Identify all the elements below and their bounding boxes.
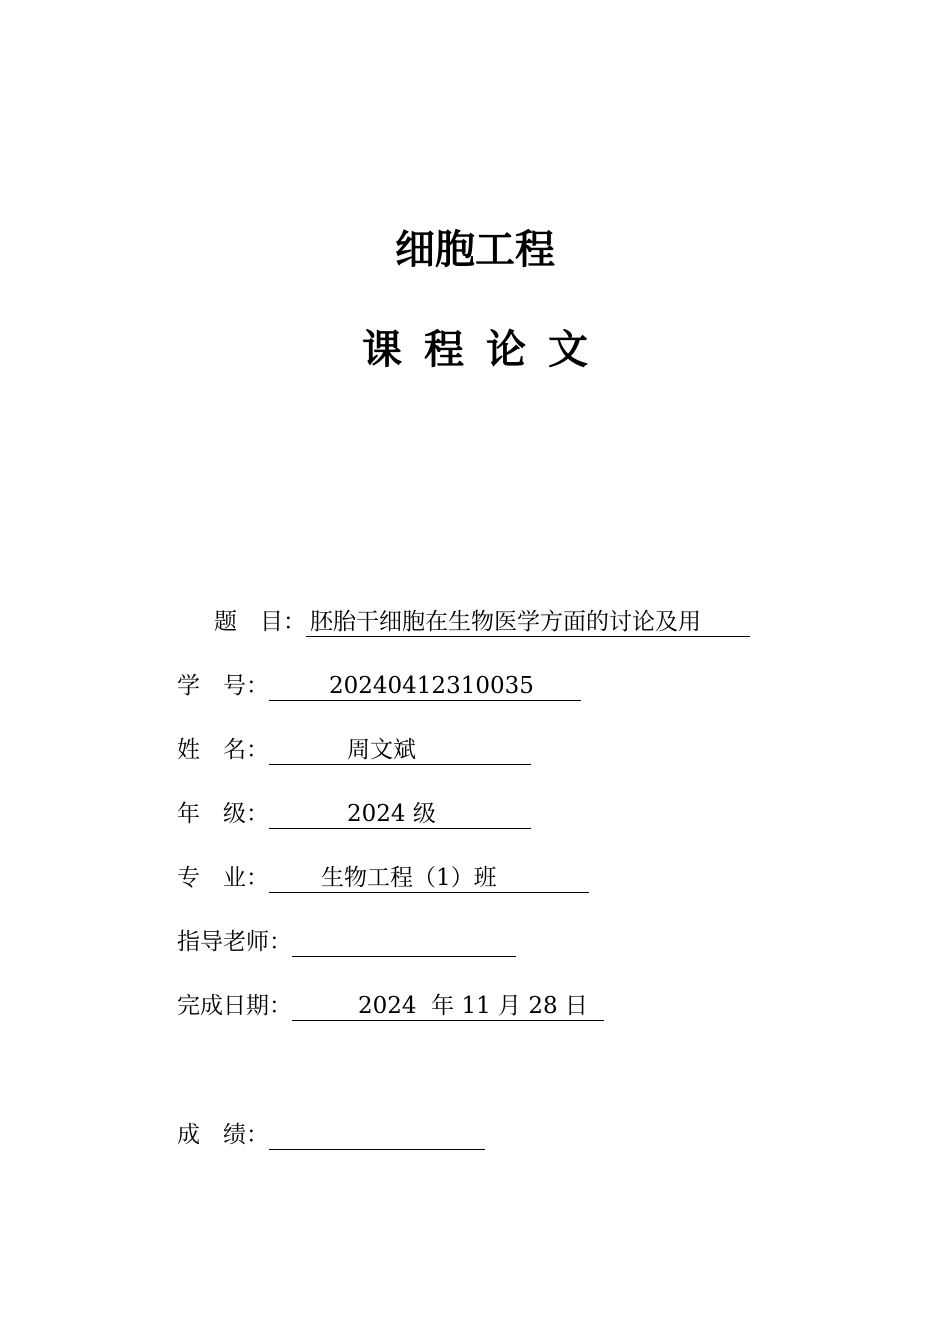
score-label: 成 绩： [177,1122,269,1148]
score-row [177,1118,485,1152]
student-id-field [269,669,581,701]
name-row [177,733,531,767]
major-row [177,861,589,895]
topic-field [306,605,750,637]
grade-row [177,797,531,831]
grade-label: 年 级： [177,801,269,827]
grade-field [269,797,531,829]
major-value: 生物工程（1）班 [321,865,497,891]
advisor-field [292,925,516,957]
name-value: 周文斌 [347,737,416,763]
grade-value: 2024 级 [347,801,436,827]
date-value: 2024 年 11 月 28 日 [358,993,588,1019]
topic-label: 题 目： [214,609,306,635]
advisor-label: 指导老师： [177,929,292,955]
advisor-row [177,925,516,959]
topic-row [214,605,750,639]
student-id-row [177,669,581,703]
date-field [292,989,604,1021]
date-label: 完成日期： [177,993,292,1019]
major-label: 专 业： [177,865,269,891]
student-id-label: 学 号： [177,673,269,699]
student-id-value: 20240412310035 [329,673,534,699]
document-type-title: 课程论文 [362,327,610,373]
course-title: 细胞工程 [395,227,555,273]
name-field [269,733,531,765]
name-label: 姓 名： [177,737,269,763]
major-field [269,861,589,893]
topic-value: 胚胎干细胞在生物医学方面的讨论及用 [310,609,701,635]
score-field [269,1118,485,1150]
date-row [177,989,604,1023]
